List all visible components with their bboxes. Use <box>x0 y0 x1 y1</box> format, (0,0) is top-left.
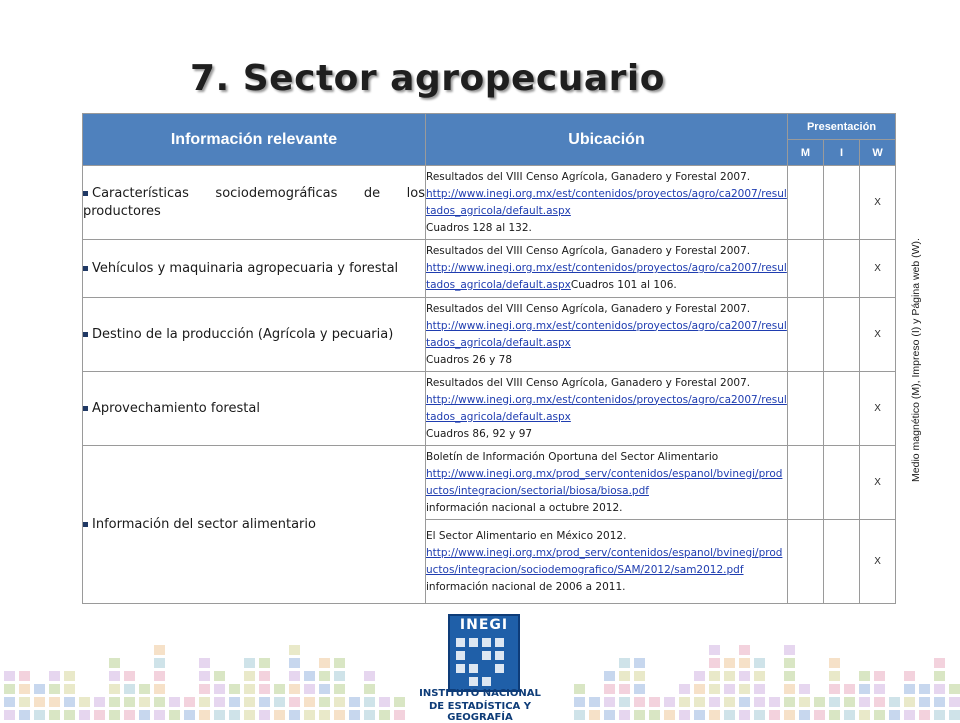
decorative-square <box>169 710 180 720</box>
cell-m <box>788 240 824 298</box>
decorative-square <box>874 697 885 707</box>
location-cell: El Sector Alimentario en México 2012. http://www.inegi.org.mx/prod_serv/contenidos/espanol/bvinegi/productos/integracion/sociodemografico/SAM/2012/sam2012.pdf información nacional de 2006 a 2011. <box>426 520 788 604</box>
cell-i <box>824 446 860 520</box>
decorative-square <box>859 710 870 720</box>
decorative-square <box>364 684 375 694</box>
decorative-square <box>784 658 795 668</box>
source-link[interactable]: http://www.inegi.org.mx/prod_serv/contenidos/espanol/bvinegi/productos/integracion/sociodemografico/SAM/2012/sam2012.pdf <box>426 546 783 576</box>
decorative-square <box>304 671 315 681</box>
decorative-square <box>259 671 270 681</box>
decorative-square <box>79 710 90 720</box>
decorative-square <box>109 684 120 694</box>
decorative-square <box>214 697 225 707</box>
decorative-square <box>319 671 330 681</box>
cell-i <box>824 166 860 240</box>
decorative-square <box>724 710 735 720</box>
decorative-square <box>919 710 930 720</box>
bullet-icon <box>83 406 88 411</box>
cell-m <box>788 520 824 604</box>
decorative-square <box>379 710 390 720</box>
decorative-square <box>289 697 300 707</box>
decorative-square <box>109 710 120 720</box>
header-ubicacion: Ubicación <box>426 114 788 166</box>
decorative-square <box>304 710 315 720</box>
decorative-square <box>34 697 45 707</box>
cell-m <box>788 166 824 240</box>
decorative-square <box>724 684 735 694</box>
decorative-square <box>304 697 315 707</box>
decorative-square <box>349 710 360 720</box>
decorative-square <box>229 710 240 720</box>
info-cell: Destino de la producción (Agrícola y pecuaria) <box>83 298 426 372</box>
location-cell: Resultados del VIII Censo Agrícola, Ganadero y Forestal 2007. http://www.inegi.org.mx/est/contenidos/proyectos/agro/ca2007/resultados_agricola/default.aspxCuadros 101 al 106. <box>426 240 788 298</box>
decorative-square <box>364 710 375 720</box>
decorative-square <box>364 697 375 707</box>
decorative-square <box>289 671 300 681</box>
decorative-square <box>214 671 225 681</box>
decorative-square <box>679 684 690 694</box>
bullet-icon <box>83 266 88 271</box>
decorative-square <box>949 684 960 694</box>
cell-w: X <box>860 520 896 604</box>
source-link[interactable]: http://www.inegi.org.mx/est/contenidos/proyectos/agro/ca2007/resultados_agricola/default.aspx <box>426 262 787 291</box>
header-info: Información relevante <box>83 114 426 166</box>
decorative-square <box>379 697 390 707</box>
decorative-square <box>934 697 945 707</box>
decorative-square <box>904 697 915 707</box>
cell-w: X <box>860 446 896 520</box>
decorative-square <box>214 710 225 720</box>
decorative-square <box>94 710 105 720</box>
decorative-square <box>784 697 795 707</box>
logo-brand: INEGI <box>459 617 509 633</box>
decorative-square <box>874 710 885 720</box>
decorative-square <box>784 710 795 720</box>
decorative-square <box>319 710 330 720</box>
decorative-square <box>259 684 270 694</box>
decorative-square <box>619 697 630 707</box>
decorative-square <box>769 710 780 720</box>
location-cell: Boletín de Información Oportuna del Sector Alimentario http://www.inegi.org.mx/prod_serv/contenidos/espanol/bvinegi/productos/integracion/sectorial/biosa/biosa.pdf información nacional a octubre 2012. <box>426 446 788 520</box>
decorative-square <box>214 684 225 694</box>
decorative-square <box>874 684 885 694</box>
decorative-square <box>319 684 330 694</box>
decorative-square <box>199 710 210 720</box>
decorative-square <box>19 684 30 694</box>
decorative-square <box>829 684 840 694</box>
decorative-square <box>754 710 765 720</box>
decorative-square <box>304 684 315 694</box>
decorative-square <box>34 684 45 694</box>
decorative-square <box>829 671 840 681</box>
info-cell: Aprovechamiento forestal <box>83 372 426 446</box>
decorative-square <box>604 684 615 694</box>
decorative-square <box>124 671 135 681</box>
cell-w: X <box>860 372 896 446</box>
decorative-square <box>4 697 15 707</box>
decorative-square <box>844 697 855 707</box>
decorative-square <box>889 710 900 720</box>
decorative-square <box>34 710 45 720</box>
decorative-square <box>874 671 885 681</box>
logo-line-1: INSTITUTO NACIONAL <box>419 688 541 699</box>
decorative-square <box>604 697 615 707</box>
decorative-square <box>649 710 660 720</box>
decorative-square <box>904 684 915 694</box>
decorative-square <box>889 697 900 707</box>
decorative-square <box>739 658 750 668</box>
decorative-square <box>589 710 600 720</box>
source-link[interactable]: http://www.inegi.org.mx/est/contenidos/proyectos/agro/ca2007/resultados_agricola/default.aspx <box>426 319 787 349</box>
decorative-square <box>199 697 210 707</box>
decorative-square <box>769 697 780 707</box>
cell-w: X <box>860 298 896 372</box>
decorative-square <box>799 697 810 707</box>
decorative-square <box>19 697 30 707</box>
header-i: I <box>824 140 860 166</box>
decorative-square <box>709 697 720 707</box>
decorative-square <box>244 697 255 707</box>
header-presentacion: Presentación <box>788 114 896 140</box>
decorative-square <box>124 710 135 720</box>
decorative-square <box>904 671 915 681</box>
decorative-square <box>799 710 810 720</box>
decorative-square <box>709 684 720 694</box>
decorative-square <box>934 671 945 681</box>
decorative-square <box>289 710 300 720</box>
logo-grid-icon <box>450 634 518 690</box>
decorative-square <box>574 697 585 707</box>
cell-i <box>824 520 860 604</box>
location-cell: Resultados del VIII Censo Agrícola, Ganadero y Forestal 2007. http://www.inegi.org.mx/est/contenidos/proyectos/agro/ca2007/resultados_agricola/default.aspx Cuadros 26 y 78 <box>426 298 788 372</box>
decorative-square <box>199 658 210 668</box>
decorative-square <box>679 710 690 720</box>
info-cell: Información del sector alimentario <box>83 446 426 604</box>
info-table <box>82 113 896 604</box>
decorative-square <box>754 684 765 694</box>
decorative-square <box>709 658 720 668</box>
decorative-square <box>754 697 765 707</box>
inegi-logo <box>448 614 520 692</box>
decorative-square <box>259 710 270 720</box>
decorative-square <box>904 710 915 720</box>
decorative-square <box>724 671 735 681</box>
decorative-square <box>244 710 255 720</box>
decorative-square <box>124 697 135 707</box>
source-link[interactable]: http://www.inegi.org.mx/prod_serv/contenidos/espanol/bvinegi/productos/integracion/sectorial/biosa/biosa.pdf <box>426 467 783 497</box>
logo-line-2: DE ESTADÍSTICA Y GEOGRAFÍA <box>429 701 531 723</box>
decorative-square <box>169 697 180 707</box>
cell-i <box>824 298 860 372</box>
decorative-square <box>124 684 135 694</box>
decorative-square <box>4 710 15 720</box>
decorative-square <box>334 671 345 681</box>
cell-i <box>824 240 860 298</box>
decorative-square <box>154 710 165 720</box>
decorative-square <box>64 671 75 681</box>
decorative-square <box>139 697 150 707</box>
decorative-square <box>274 684 285 694</box>
decorative-square <box>94 697 105 707</box>
decorative-square <box>349 697 360 707</box>
decorative-square <box>154 671 165 681</box>
decorative-square <box>109 671 120 681</box>
decorative-square <box>709 671 720 681</box>
bullet-icon <box>83 191 88 196</box>
decorative-square <box>184 710 195 720</box>
table-row <box>83 446 896 520</box>
decorative-square <box>634 684 645 694</box>
decorative-square <box>319 658 330 668</box>
decorative-square <box>244 684 255 694</box>
decorative-square <box>949 710 960 720</box>
decorative-square <box>859 684 870 694</box>
decorative-square <box>739 684 750 694</box>
decorative-square <box>244 671 255 681</box>
decorative-square <box>739 697 750 707</box>
decorative-square <box>19 710 30 720</box>
decorative-square <box>4 684 15 694</box>
decorative-square <box>604 710 615 720</box>
decorative-square <box>184 697 195 707</box>
decorative-square <box>694 710 705 720</box>
bullet-icon <box>83 332 88 337</box>
decorative-square <box>784 645 795 655</box>
decorative-square <box>739 645 750 655</box>
decorative-square <box>274 710 285 720</box>
decorative-square <box>319 697 330 707</box>
decorative-square <box>709 645 720 655</box>
source-link[interactable]: http://www.inegi.org.mx/est/contenidos/proyectos/agro/ca2007/resultados_agricola/default.aspx <box>426 187 787 217</box>
table-row <box>83 166 896 240</box>
decorative-square <box>664 710 675 720</box>
decorative-square <box>604 671 615 681</box>
page-title: 7. Sector agropecuario <box>190 58 665 99</box>
decorative-square <box>619 684 630 694</box>
decorative-square <box>64 697 75 707</box>
info-cell: Vehículos y maquinaria agropecuaria y forestal <box>83 240 426 298</box>
decorative-square <box>49 671 60 681</box>
decorative-square <box>634 697 645 707</box>
decorative-square <box>709 710 720 720</box>
decorative-square <box>229 684 240 694</box>
decorative-square <box>934 658 945 668</box>
cell-w: X <box>860 166 896 240</box>
table-row <box>83 372 896 446</box>
decorative-square <box>139 710 150 720</box>
decorative-square <box>49 684 60 694</box>
location-cell: Resultados del VIII Censo Agrícola, Ganadero y Forestal 2007. http://www.inegi.org.mx/est/contenidos/proyectos/agro/ca2007/resultados_agricola/default.aspx Cuadros 86, 92 y 97 <box>426 372 788 446</box>
decorative-square <box>574 710 585 720</box>
decorative-square <box>919 684 930 694</box>
decorative-square <box>739 710 750 720</box>
info-cell: Características sociodemográficas de los productores <box>83 166 426 240</box>
decorative-square <box>634 671 645 681</box>
decorative-square <box>814 697 825 707</box>
decorative-square <box>259 697 270 707</box>
decorative-square <box>49 710 60 720</box>
decorative-square <box>154 645 165 655</box>
header-m: M <box>788 140 824 166</box>
table-row <box>83 298 896 372</box>
decorative-square <box>199 684 210 694</box>
decorative-square <box>784 671 795 681</box>
cell-m <box>788 446 824 520</box>
decorative-square <box>244 658 255 668</box>
decorative-square <box>574 684 585 694</box>
decorative-square <box>859 671 870 681</box>
decorative-square <box>859 697 870 707</box>
decorative-square <box>634 710 645 720</box>
decorative-square <box>844 710 855 720</box>
decorative-square <box>64 710 75 720</box>
decorative-square <box>334 697 345 707</box>
decorative-square <box>79 697 90 707</box>
decorative-square <box>694 671 705 681</box>
decorative-square <box>19 671 30 681</box>
decorative-square <box>199 671 210 681</box>
decorative-square <box>259 658 270 668</box>
decorative-square <box>229 697 240 707</box>
decorative-square <box>949 697 960 707</box>
decorative-square <box>649 697 660 707</box>
decorative-square <box>724 697 735 707</box>
header-w: W <box>860 140 896 166</box>
decorative-square <box>619 671 630 681</box>
decorative-square <box>289 645 300 655</box>
cell-m <box>788 372 824 446</box>
decorative-square <box>619 710 630 720</box>
decorative-square <box>154 658 165 668</box>
decorative-square <box>844 684 855 694</box>
presentation-legend: Medio magnético (M), Impreso (I) y Página web (W). <box>910 238 922 482</box>
decorative-square <box>829 658 840 668</box>
bullet-icon <box>83 522 88 527</box>
decorative-square <box>934 710 945 720</box>
decorative-square <box>589 697 600 707</box>
decorative-square <box>679 697 690 707</box>
decorative-square <box>754 671 765 681</box>
location-cell: Resultados del VIII Censo Agrícola, Ganadero y Forestal 2007. http://www.inegi.org.mx/est/contenidos/proyectos/agro/ca2007/resultados_agricola/default.aspx Cuadros 128 al 132. <box>426 166 788 240</box>
decorative-square <box>289 684 300 694</box>
decorative-square <box>829 697 840 707</box>
table-row <box>83 240 896 298</box>
decorative-square <box>274 697 285 707</box>
decorative-square <box>634 658 645 668</box>
source-link[interactable]: http://www.inegi.org.mx/est/contenidos/proyectos/agro/ca2007/resultados_agricola/default.aspx <box>426 393 787 423</box>
decorative-square <box>49 697 60 707</box>
decorative-square <box>289 658 300 668</box>
decorative-square <box>154 684 165 694</box>
decorative-square <box>784 684 795 694</box>
decorative-square <box>814 710 825 720</box>
decorative-square <box>154 697 165 707</box>
decorative-square <box>334 658 345 668</box>
cell-i <box>824 372 860 446</box>
cell-m <box>788 298 824 372</box>
decorative-square <box>694 697 705 707</box>
decorative-square <box>724 658 735 668</box>
decorative-square <box>919 697 930 707</box>
decorative-square <box>109 697 120 707</box>
decorative-square <box>739 671 750 681</box>
cell-w: X <box>860 240 896 298</box>
decorative-square <box>334 710 345 720</box>
decorative-square <box>664 697 675 707</box>
decorative-square <box>4 671 15 681</box>
decorative-square <box>364 671 375 681</box>
decorative-square <box>139 684 150 694</box>
decorative-square <box>694 684 705 694</box>
decorative-square <box>109 658 120 668</box>
decorative-square <box>334 684 345 694</box>
decorative-square <box>934 684 945 694</box>
decorative-square <box>64 684 75 694</box>
decorative-square <box>829 710 840 720</box>
decorative-square <box>799 684 810 694</box>
decorative-square <box>754 658 765 668</box>
decorative-square <box>619 658 630 668</box>
